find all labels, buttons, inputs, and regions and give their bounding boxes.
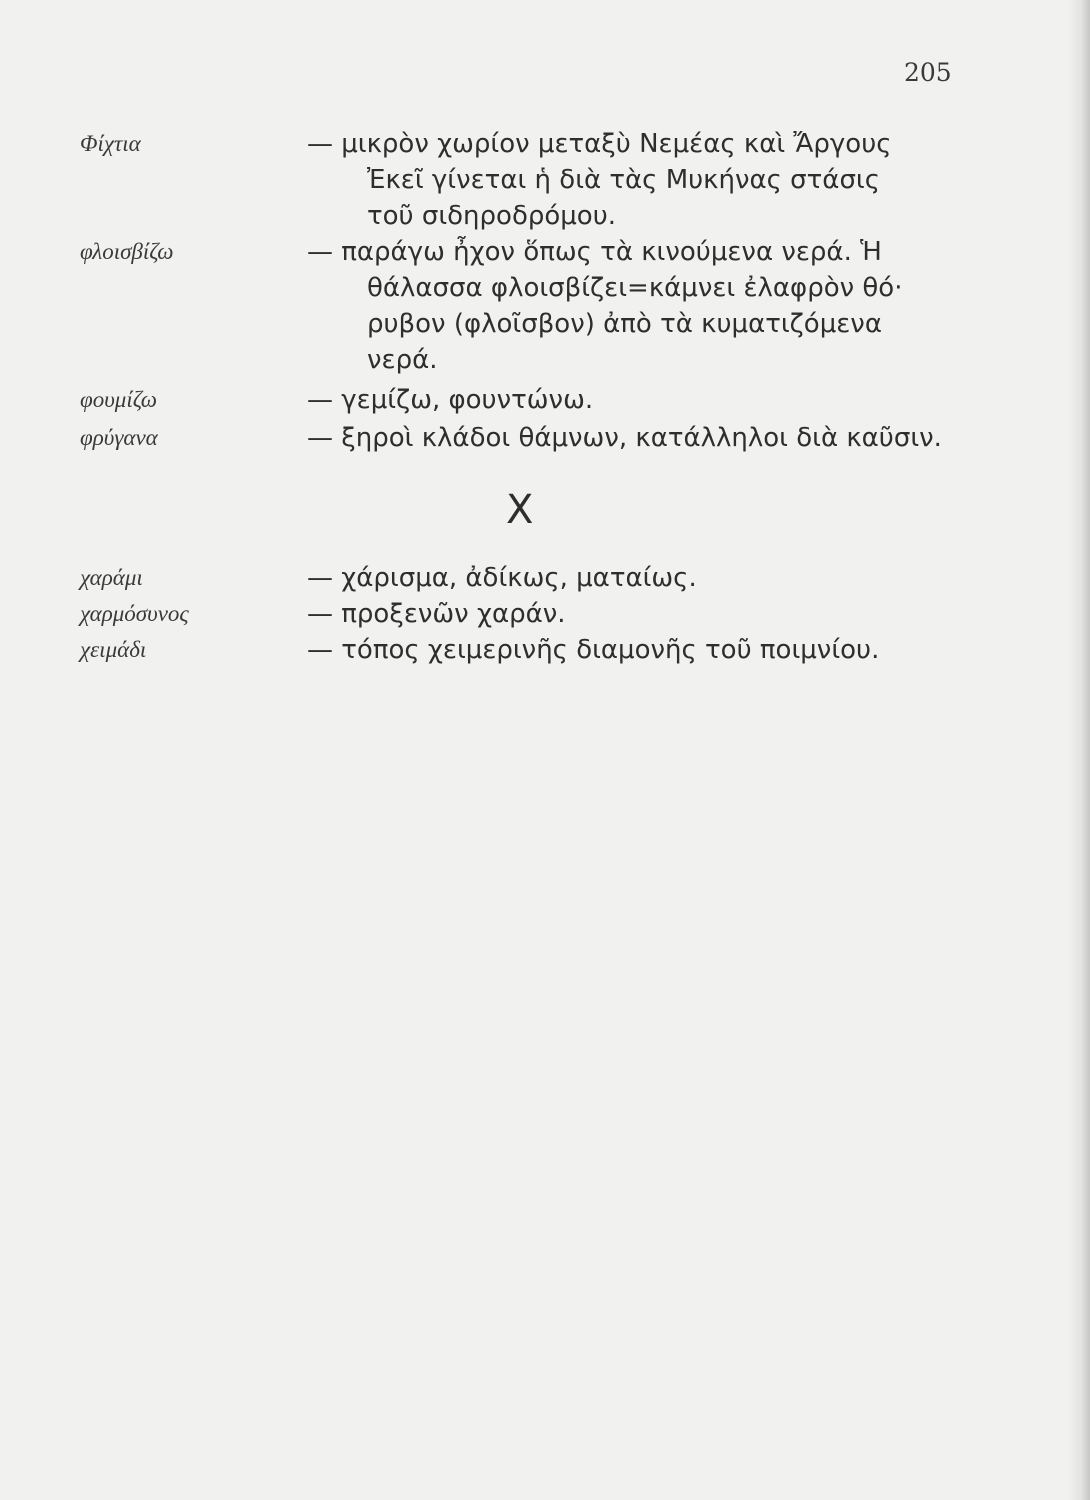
definition-line: — ξηροὶ κλάδοι θάμνων, κατάλληλοι διὰ καῦσιν. [307, 423, 942, 453]
headword-charmosynos: χαρμόσυνος [80, 601, 189, 626]
headword-foumizo: φουμίζω [80, 387, 157, 412]
definition-line: τοῦ σιδηροδρόμου. [367, 201, 617, 231]
headword-frygana: φρύγανα [80, 425, 158, 450]
headword-charami: χαράμι [80, 565, 143, 590]
definition-line: — χάρισμα, ἀδίκως, ματαίως. [307, 563, 697, 593]
definition-line: — παράγω ἦχον ὅπως τὰ κινούμενα νερά. Ἡ [307, 237, 882, 267]
definition-line: Ἐκεῖ γίνεται ἡ διὰ τὰς Μυκήνας στάσις [367, 165, 880, 195]
definition-line: θάλασσα φλοισβίζει=κάμνει ἐλαφρὸν θό· [367, 273, 903, 303]
headword-fichtia: Φίχτια [80, 131, 141, 156]
definition-line: — γεμίζω, φουντώνω. [307, 385, 594, 415]
page-number: 205 [904, 58, 952, 87]
definition-line: ρυβον (φλοῖσβον) ἀπὸ τὰ κυματιζόμενα [367, 309, 882, 339]
definition-line: νερά. [367, 345, 438, 375]
section-letter-chi: Χ [506, 487, 534, 533]
definition-line: — προξενῶν χαράν. [307, 599, 566, 629]
headword-cheimadi: χειμάδι [80, 637, 147, 662]
definition-line: — τόπος χειμερινῆς διαμονῆς τοῦ ποιμνίου. [307, 635, 880, 665]
headword-floisvizo: φλοισβίζω [80, 239, 174, 264]
page-edge-shadow [1068, 0, 1090, 1500]
definition-line: — μικρὸν χωρίον μεταξὺ Νεμέας καὶ Ἄργους [307, 129, 892, 159]
